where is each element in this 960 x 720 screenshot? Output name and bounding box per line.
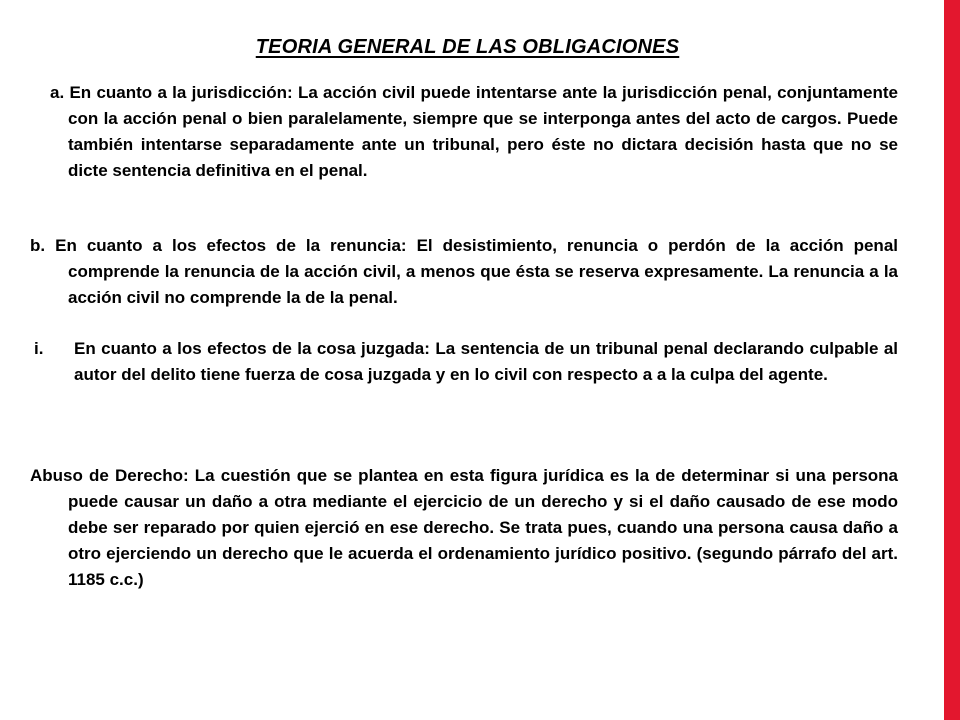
paragraph-i-marker: i.: [34, 339, 44, 358]
paragraph-abuso-de-derecho: [30, 463, 898, 593]
page-title: TEORIA GENERAL DE LAS OBLIGACIONES: [255, 36, 680, 58]
paragraph-b-marker: b.: [30, 236, 46, 255]
paragraph-b-text: En cuanto a los efectos de la renuncia: El desistimiento, renuncia o perdón de la acción penal comprende la renuncia de la acción civil, a menos que ésta se reserva expresamente. La renuncia a la acción civil no comprende la de la penal.: [55, 236, 898, 307]
decorative-side-band: [944, 0, 960, 720]
paragraph-a-text: En cuanto a la jurisdicción: La acción civil puede intentarse ante la jurisdicción penal, conjuntamente con la acción penal o bien paralelamente, siempre que se interponga antes del acto de cargos. Puede también intentarse separadamente ante un tribunal, pero éste no dictara decisión hasta que no se dicte sentencia definitiva en el penal.: [68, 83, 898, 180]
paragraph-b: [30, 233, 898, 311]
paragraph-a: [50, 80, 898, 184]
paragraph-abuso-text: Abuso de Derecho: La cuestión que se plantea en esta figura jurídica es la de determinar si una persona puede causar un daño a otra mediante el ejercicio de un derecho y si el daño causado de ese modo debe ser reparado por quien ejerció en ese derecho. Se trata pues, cuando una persona causa daño a otro ejerciendo un derecho que le acuerda el ordenamiento jurídico positivo. (segundo párrafo del art. 1185 c.c.): [30, 466, 898, 589]
paragraph-a-marker: a.: [50, 83, 65, 102]
paragraph-i-text: En cuanto a los efectos de la cosa juzgada: La sentencia de un tribunal penal declarando culpable al autor del delito tiene fuerza de cosa juzgada y en lo civil con respecto a a la culpa del agente.: [74, 339, 898, 384]
paragraph-i: [34, 336, 898, 388]
